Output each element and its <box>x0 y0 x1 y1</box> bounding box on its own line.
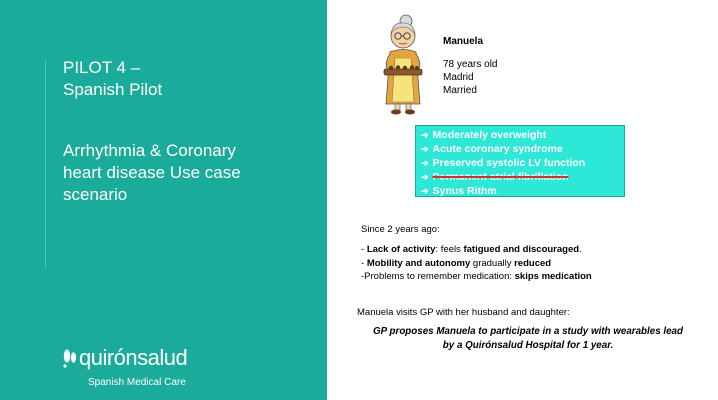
slide-title-line: Spanish Pilot <box>63 80 163 99</box>
history-item-activity: - Lack of activity: feels fatigued and discouraged. <box>361 244 582 255</box>
slide-subtitle-line: scenario <box>63 185 128 204</box>
persona-age: 78 years old <box>443 59 498 70</box>
gp-visit-text: Manuela visits GP with her husband and daughter: <box>357 307 570 318</box>
persona-city: Madrid <box>443 72 474 83</box>
slide-subtitle <box>63 140 313 206</box>
persona-name: Manuela <box>443 36 484 47</box>
history-item-mobility: - Mobility and autonomy gradually reduced <box>361 257 552 269</box>
arrow-bullet-icon: ➔ <box>421 172 429 182</box>
arrow-bullet-icon: ➔ <box>421 158 429 168</box>
condition-item: ➔ Moderately overweight <box>421 129 547 141</box>
quironsalud-logo-mark-icon <box>62 347 78 369</box>
logo-tagline: Spanish Medical Care <box>88 377 186 388</box>
arrow-bullet-icon: ➔ <box>421 130 429 140</box>
arrow-bullet-icon: ➔ <box>421 186 429 196</box>
condition-item: ➔ Acute coronary syndrome <box>421 143 563 155</box>
left-panel <box>0 0 327 400</box>
gp-proposal-line: by a Quirónsalud Hospital for 1 year. <box>442 340 614 351</box>
history-item-medication: -Problems to remember medication: skips medication <box>361 271 592 282</box>
logo-wordmark: quirónsalud <box>79 345 188 370</box>
persona-marital-status: Married <box>443 85 477 96</box>
history-list <box>361 243 592 284</box>
conditions-box <box>415 125 625 197</box>
gp-proposal-line: GP proposes Manuela to participate in a study with wearables lead <box>373 326 683 337</box>
gp-proposal <box>348 325 708 353</box>
slide-subtitle-line: heart disease Use case <box>63 163 241 182</box>
slide-subtitle-line: Arrhythmia & Coronary <box>63 141 236 160</box>
elderly-woman-with-tray-illustration <box>373 14 431 116</box>
condition-item: ➔ Preserved systolic LV function <box>421 157 586 169</box>
condition-item-struck: ➔ Permanent atrial fibrillation <box>421 171 569 183</box>
slide-title <box>63 57 313 101</box>
condition-item: ➔ Synus Rithm <box>421 185 497 197</box>
accent-divider <box>45 60 46 268</box>
arrow-bullet-icon: ➔ <box>421 144 429 154</box>
persona-details <box>443 35 497 97</box>
slide-title-line: PILOT 4 – <box>63 58 141 77</box>
history-intro: Since 2 years ago: <box>361 224 440 235</box>
